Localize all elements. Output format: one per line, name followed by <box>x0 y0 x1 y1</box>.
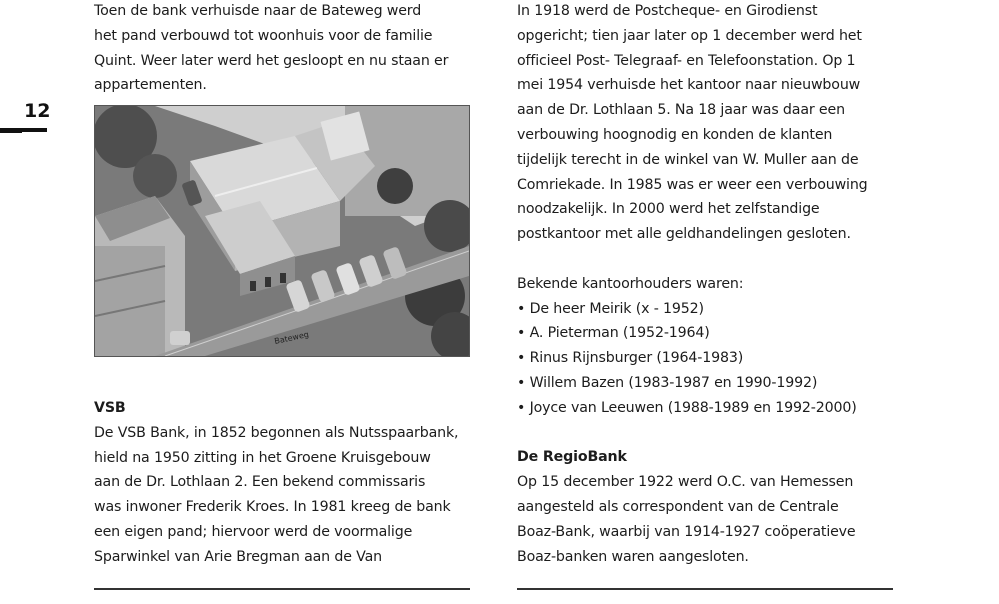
page-number: 12 <box>24 100 51 122</box>
text-line: officieel Post- Telegraaf- en Telefoonstation. Op 1 <box>517 52 856 69</box>
left-column <box>94 0 470 565</box>
text-line: Sparwinkel van Arie Bregman aan de Van <box>94 548 383 565</box>
text-line: aangesteld als correspondent van de Centrale <box>517 498 839 515</box>
holders-intro: Bekende kantoorhouders waren: <box>517 275 744 292</box>
text-line: Boaz-banken waren aangesloten. <box>517 548 749 565</box>
text-line: een eigen pand; hiervoor werd de voormalige <box>94 523 413 540</box>
holders-list <box>517 297 893 421</box>
text-line: postkantoor met alle geldhandelingen gesloten. <box>517 226 851 243</box>
vsb-heading: VSB <box>94 400 126 416</box>
page-number-bar-thin <box>0 131 22 133</box>
text-line: was inwoner Frederik Kroes. In 1981 kreeg de bank <box>94 499 451 516</box>
text-line: Toen de bank verhuisde naar de Bateweg werd <box>94 3 422 19</box>
text-line: Comriekade. In 1985 was er weer een verbouwing <box>517 176 868 193</box>
list-item: • Willem Bazen (1983-1987 en 1990-1992) <box>517 371 893 396</box>
text-line: De VSB Bank, in 1852 begonnen als Nutsspaarbank, <box>94 424 459 441</box>
text-line: tijdelijk terecht in de winkel van W. Muller aan de <box>517 151 859 168</box>
text-line: Op 15 december 1922 werd O.C. van Hemessen <box>517 474 854 491</box>
aerial-photo-drawing <box>95 106 469 356</box>
post-paragraph <box>517 0 893 247</box>
text-line: noodzakelijk. In 2000 werd het zelfstandige <box>517 201 820 218</box>
list-item: • Joyce van Leeuwen (1988-1989 en 1992-2000) <box>517 396 893 421</box>
text-line: Boaz-Bank, waarbij van 1914-1927 coöperatieve <box>517 523 856 540</box>
right-column <box>517 0 893 569</box>
bottom-rule-right <box>517 588 893 590</box>
paragraph-gap <box>517 421 893 446</box>
text-line: Quint. Weer later werd het gesloopt en nu staan er <box>94 52 449 69</box>
list-item: • Rinus Rijnsburger (1964-1983) <box>517 346 893 371</box>
vsb-section <box>94 396 458 570</box>
bottom-rule-left <box>94 588 470 590</box>
list-item: • A. Pieterman (1952-1964) <box>517 321 893 346</box>
text-line: hield na 1950 zitting in het Groene Kruisgebouw <box>94 449 431 466</box>
list-item: • De heer Meirik (x - 1952) <box>517 297 893 322</box>
street-label: Bateweg <box>273 329 310 346</box>
aerial-photo <box>94 105 470 357</box>
paragraph-gap <box>517 247 893 272</box>
text-line: aan de Dr. Lothlaan 5. Na 18 jaar was daar een <box>517 102 845 119</box>
intro-paragraph <box>94 0 470 98</box>
regiobank-heading: De RegioBank <box>517 449 627 466</box>
text-line: opgericht; tien jaar later op 1 december werd het <box>517 27 862 44</box>
text-line: mei 1954 verhuisde het kantoor naar nieuwbouw <box>517 77 861 94</box>
text-line: het pand verbouwd tot woonhuis voor de familie <box>94 27 433 44</box>
text-line: appartementen. <box>94 77 207 94</box>
text-line: verbouwing hoognodig en konden de klanten <box>517 126 833 143</box>
text-line: aan de Dr. Lothlaan 2. Een bekend commissaris <box>94 474 426 491</box>
text-line: In 1918 werd de Postcheque- en Girodienst <box>517 3 818 19</box>
